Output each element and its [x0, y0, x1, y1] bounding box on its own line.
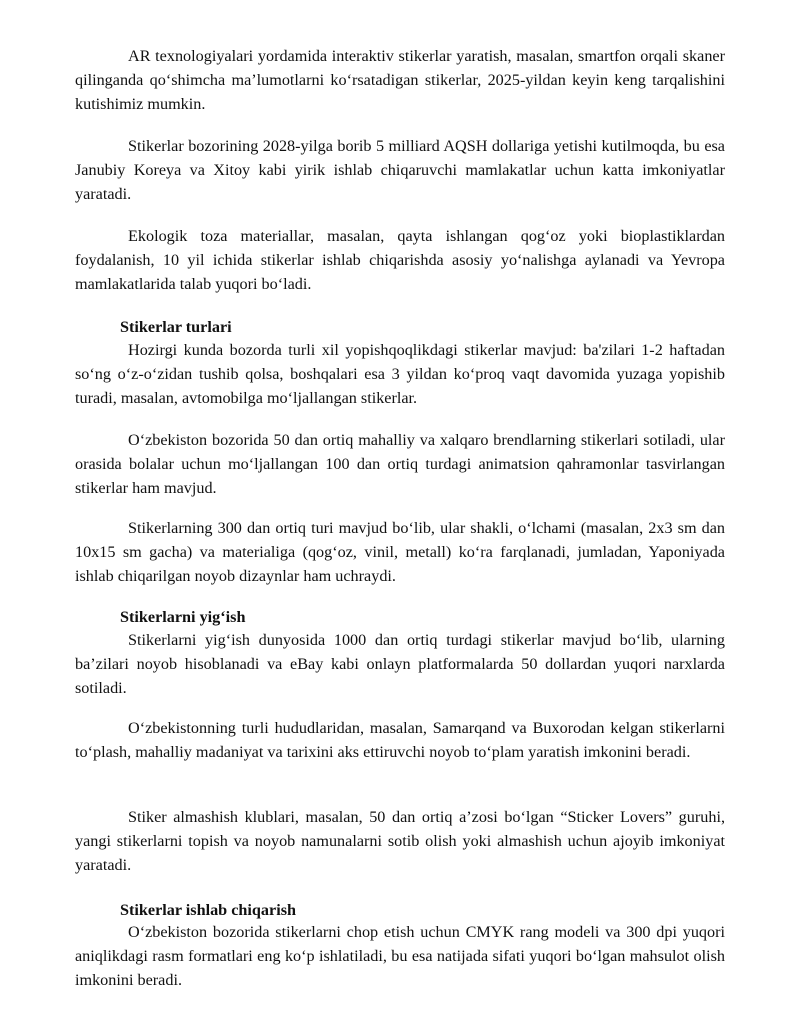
section-heading-turlari: Stikerlar turlari [120, 318, 232, 336]
section-heading-ishlab: Stikerlar ishlab chiqarish [120, 901, 296, 919]
paragraph-collecting-world: Stikerlarni yig‘ish dunyosida 1000 dan ortiq turdagi stikerlar mavjud bo‘lib, ularning ba’zilari noyob hisoblanadi va eBay kabi onlayn platformalarda 50 dollardan yuqori narxlarda sotiladi. [75, 631, 725, 697]
paragraph-exchange-clubs: Stiker almashish klublari, masalan, 50 dan ortiq a’zosi bo‘lgan “Sticker Lovers” guruhi, yangi stikerlarni topish va noyob namunalarni sotib olish yoki almashish uchun ajoyib imkoniyat yaratadi. [75, 808, 725, 874]
paragraph-eco-materials: Ekologik toza materiallar, masalan, qayta ishlangan qog‘oz yoki bioplastiklardan foydalanish, 10 yil ichida stikerlar ishlab chiqarishda asosiy yo‘nalishga aylanadi va Yevropa mamlakatlarida talab yuqori bo‘ladi. [75, 227, 725, 293]
paragraph-market-forecast: Stikerlar bozorining 2028-yilga borib 5 milliard AQSH dollariga yetishi kutilmoqda, bu esa Janubiy Koreya va Xitoy kabi yirik ishlab chiqaruvchi mamlakatlar uchun katta imkoniyatlar yaratadi. [75, 137, 725, 203]
paragraph-regional-collecting: O‘zbekistonning turli hududlaridan, masalan, Samarqand va Buxorodan kelgan stikerlarni to‘plash, mahalliy madaniyat va tarixini aks ettiruvchi noyob to‘plam yaratish imkonini beradi. [75, 719, 725, 761]
paragraph-sticker-varieties: Stikerlarning 300 dan ortiq turi mavjud bo‘lib, ular shakli, o‘lchami (masalan, 2x3 sm dan 10x15 sm gacha) va materialiga (qog‘oz, vinil, metall) ko‘ra farqlanadi, jumladan, Yaponiyada ishlab chiqarilgan noyob dizaynlar ham uchraydi. [75, 519, 725, 585]
paragraph-ar-stickers: AR texnologiyalari yordamida interaktiv stikerlar yaratish, masalan, smartfon orqali skaner qilinganda qo‘shimcha ma’lumotlarni ko‘rsatadigan stikerlar, 2025-yildan keyin keng tarqalishini kutishimiz mumkin. [75, 47, 725, 113]
paragraph-uzbek-market: O‘zbekiston bozorida 50 dan ortiq mahalliy va xalqaro brendlarning stikerlari sotiladi, ular orasida bolalar uchun mo‘ljallangan 100 dan ortiq turdagi animatsion qahramonlar tasvirlangan stikerlar ham mavjud. [75, 431, 725, 497]
paragraph-adhesion-types: Hozirgi kunda bozorda turli xil yopishqoqlikdagi stikerlar mavjud: ba'zilari 1-2 haftadan so‘ng o‘z-o‘zidan tushib qolsa, boshqalari esa 3 yildan ko‘proq vaqt davomida yuzaga yopishib turadi, masalan, avtomobilga mo‘ljallangan stikerlar. [75, 341, 725, 407]
paragraph-printing: O‘zbekiston bozorida stikerlarni chop etish uchun CMYK rang modeli va 300 dpi yuqori aniqlikdagi rasm formatlari eng ko‘p ishlatiladi, bu esa natijada sifati yuqori bo‘lgan mahsulot olish imkonini beradi. [75, 923, 725, 989]
section-heading-yigish: Stikerlarni yig‘ish [120, 608, 246, 626]
